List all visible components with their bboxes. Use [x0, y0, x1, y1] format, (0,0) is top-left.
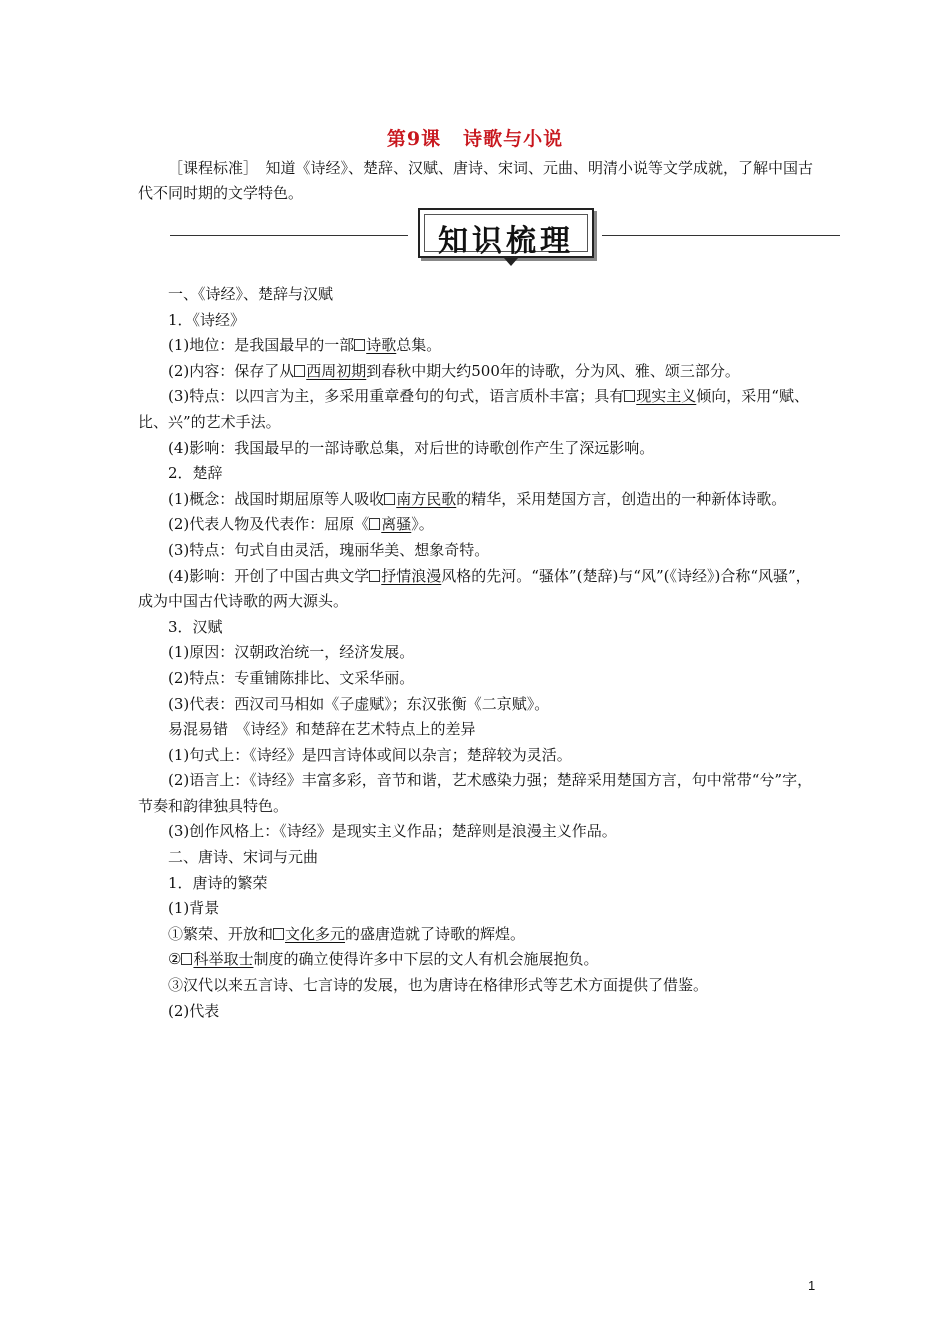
content-line: (3)创作风格上：《诗经》是现实主义作品；楚辞则是浪漫主义作品。: [168, 822, 617, 841]
page-number: 1: [808, 1278, 816, 1293]
banner-pointer-icon: [504, 258, 518, 266]
fill-in-answer: 西周初期: [294, 362, 366, 380]
line-text: 制度的确立使得许多中下层的文人有机会施展抱负。: [253, 950, 599, 969]
banner-box: [418, 208, 594, 258]
content-line: 1．《诗经》: [168, 310, 246, 329]
knowledge-content: [138, 282, 822, 1024]
blank-box-icon: [624, 390, 635, 402]
fill-in-answer: 文化多元: [273, 925, 345, 943]
line-text: ①繁荣、开放和: [168, 924, 274, 943]
fill-in-answer: 现实主义: [624, 387, 696, 405]
line-text: (2)内容：保存了从: [168, 361, 295, 380]
line-text: 风格的先河。“骚体”(楚辞)与“风”(《诗经》)合称“风骚”，成为中国古代诗歌的两大源头。: [138, 566, 811, 611]
content-line: 易混易错 《诗经》和楚辞在艺术特点上的差异: [168, 720, 476, 739]
fill-in-answer: 南方民歌: [384, 490, 456, 508]
content-line: 3．汉赋: [168, 617, 223, 636]
fill-in-answer: 抒情浪漫: [369, 567, 441, 585]
line-text: 到春秋中期大约500年的诗歌，分为风、雅、颂三部分。: [366, 361, 740, 380]
content-line: [138, 922, 822, 948]
banner-rule-left: [170, 235, 408, 236]
line-text: (4)影响：开创了中国古典文学: [168, 566, 370, 585]
content-line: (3)特点：句式自由灵活，瑰丽华美、想象奇特。: [168, 540, 490, 559]
content-line: ③汉代以来五言诗、七言诗的发展，也为唐诗在格律形式等艺术方面提供了借鉴。: [168, 976, 709, 995]
fill-in-answer: 离骚: [369, 515, 411, 533]
line-text: 总集。: [396, 336, 442, 355]
content-line: (1)句式上：《诗经》是四言诗体或间以杂言；楚辞较为灵活。: [168, 745, 572, 764]
content-line: [138, 947, 822, 973]
blank-box-icon: [354, 339, 365, 351]
content-line: [138, 487, 822, 513]
line-text: (1)概念：战国时期屈原等人吸收: [168, 489, 385, 508]
line-text: (1)地位：是我国最早的一部: [168, 336, 355, 355]
lesson-number: 第9课: [386, 128, 442, 150]
content-line: (1)原因：汉朝政治统一，经济发展。: [168, 643, 415, 662]
fill-in-answer: 诗歌: [354, 336, 396, 354]
line-text: 的精华，采用楚国方言，创造出的一种新体诗歌。: [456, 489, 787, 508]
content-line: (2)语言上：《诗经》丰富多彩，音节和谐，艺术感染力强；楚辞采用楚国方言，句中常带“兮”字，节奏和韵律独具特色。: [138, 771, 813, 815]
line-text: 倾向，采用“赋、比、兴”的艺术手法。: [138, 387, 809, 431]
content-line: 一、《诗经》、楚辞与汉赋: [168, 285, 334, 303]
content-line: 二、唐诗、宋词与元曲: [168, 848, 319, 867]
line-text: (2)代表人物及代表作：屈原《: [168, 515, 370, 534]
curriculum-standard: ［课程标准］ 知道《诗经》、楚辞、汉赋、唐诗、宋词、元曲、明清小说等文学成就，了解中国古代不同时期的文学特色。: [138, 159, 814, 202]
blank-box-icon: [273, 928, 284, 940]
content-line: 2．楚辞: [168, 464, 223, 483]
banner-title: 知识梳理: [438, 224, 574, 259]
content-line: [138, 384, 822, 435]
blank-box-icon: [294, 365, 305, 377]
fill-in-answer: 科举取士: [181, 950, 253, 968]
line-text: 》。: [411, 515, 434, 534]
lesson-title: [0, 124, 950, 151]
blank-box-icon: [369, 518, 380, 530]
content-line: [138, 333, 822, 359]
content-line: (3)代表：西汉司马相如《子虚赋》；东汉张衡《二京赋》。: [168, 694, 550, 713]
line-text: 的盛唐造就了诗歌的辉煌。: [345, 924, 526, 943]
content-line: (4)影响：我国最早的一部诗歌总集，对后世的诗歌创作产生了深远影响。: [168, 438, 655, 457]
content-line: (2)代表: [168, 1001, 220, 1020]
section-banner: [170, 208, 840, 268]
line-text: (3)特点：以四言为主，多采用重章叠句的句式，语言质朴丰富；具有: [168, 387, 625, 406]
content-line: [138, 512, 822, 538]
content-line: (1)背景: [168, 899, 220, 918]
content-line: (2)特点：专重铺陈排比、文采华丽。: [168, 668, 415, 687]
line-text: ②: [168, 950, 182, 969]
lesson-topic: 诗歌与小说: [463, 128, 564, 150]
banner-rule-right: [602, 235, 840, 236]
content-line: [138, 564, 822, 615]
content-line: 1．唐诗的繁荣: [168, 873, 268, 892]
blank-box-icon: [181, 953, 192, 965]
content-line: [138, 359, 822, 385]
blank-box-icon: [384, 493, 395, 505]
blank-box-icon: [369, 570, 380, 582]
